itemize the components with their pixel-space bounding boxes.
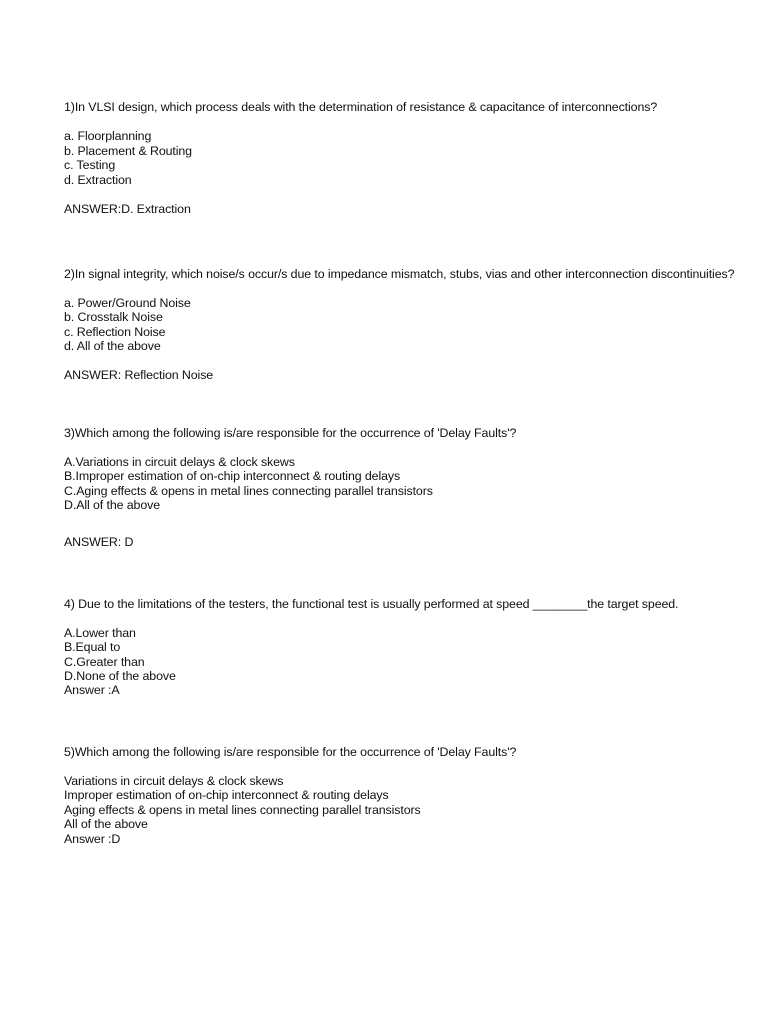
option-d: d. All of the above bbox=[64, 339, 161, 353]
option-c: C.Aging effects & opens in metal lines connecting parallel transistors bbox=[64, 484, 433, 498]
question-text: 3)Which among the following is/are responsible for the occurrence of 'Delay Faults'? bbox=[64, 426, 517, 440]
question-text: 1)In VLSI design, which process deals with the determination of resistance & capacitance of interconnections? bbox=[64, 100, 658, 114]
option-b: b. Placement & Routing bbox=[64, 144, 192, 158]
option-a: A.Variations in circuit delays & clock skews bbox=[64, 455, 295, 469]
option-c: c. Testing bbox=[64, 158, 116, 172]
option-c: c. Reflection Noise bbox=[64, 325, 166, 339]
option-b: B.Equal to bbox=[64, 640, 121, 654]
answer-text: ANSWER: Reflection Noise bbox=[64, 368, 214, 382]
option-c: Aging effects & opens in metal lines connecting parallel transistors bbox=[64, 803, 421, 817]
option-a: a. Power/Ground Noise bbox=[64, 296, 191, 310]
answer-text: Answer :A bbox=[64, 683, 120, 697]
option-d: D.All of the above bbox=[64, 498, 161, 512]
option-a: A.Lower than bbox=[64, 626, 136, 640]
option-c: C.Greater than bbox=[64, 655, 145, 669]
option-a: Variations in circuit delays & clock skews bbox=[64, 774, 284, 788]
question-text: 2)In signal integrity, which noise/s occur/s due to impedance mismatch, stubs, vias and other interconnection discontinuities? bbox=[64, 267, 735, 281]
option-b: B.Improper estimation of on-chip interconnect & routing delays bbox=[64, 469, 401, 483]
option-d: All of the above bbox=[64, 817, 148, 831]
option-d: d. Extraction bbox=[64, 173, 132, 187]
question-text: 4) Due to the limitations of the testers, the functional test is usually performed at speed ________the target speed. bbox=[64, 597, 679, 611]
option-b: Improper estimation of on-chip interconnect & routing delays bbox=[64, 788, 389, 802]
option-d: D.None of the above bbox=[64, 669, 176, 683]
answer-text: ANSWER:D. Extraction bbox=[64, 202, 191, 216]
option-b: b. Crosstalk Noise bbox=[64, 310, 163, 324]
question-text: 5)Which among the following is/are responsible for the occurrence of 'Delay Faults'? bbox=[64, 745, 517, 759]
answer-text: Answer :D bbox=[64, 832, 121, 846]
option-a: a. Floorplanning bbox=[64, 129, 152, 143]
answer-text: ANSWER: D bbox=[64, 535, 134, 549]
